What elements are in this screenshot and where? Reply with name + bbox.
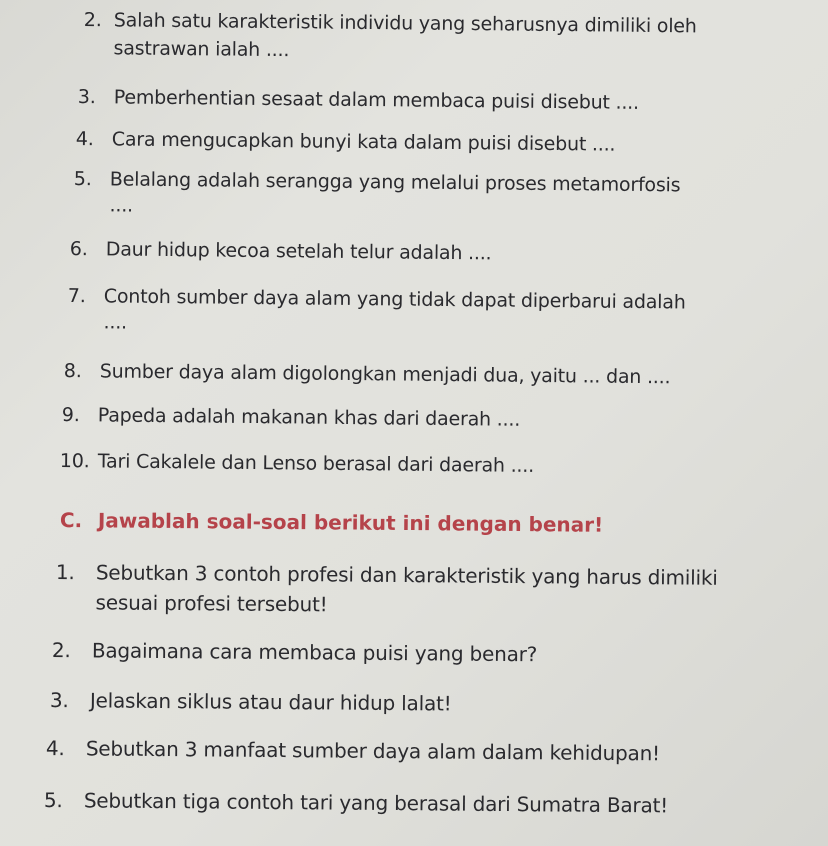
question-number: 6.: [69, 237, 88, 261]
question-text-continued: ....: [103, 311, 128, 334]
question-text: Sebutkan 3 contoh profesi dan karakteristik yang harus dimiliki: [95, 560, 718, 590]
question-text: Sumber daya alam digolongkan menjadi dua, yaitu ... dan ....: [99, 360, 671, 389]
question-text: Contoh sumber daya alam yang tidak dapat diperbarui adalah: [103, 285, 686, 314]
question-text-continued: ....: [109, 194, 134, 217]
question-number: 4.: [75, 127, 94, 151]
question-text-continued: sesuai profesi tersebut!: [95, 590, 328, 617]
question-text-continued: sastrawan ialah ....: [113, 37, 290, 62]
question-text: Tari Cakalele dan Lenso berasal dari daerah ....: [97, 450, 535, 477]
question-number: 3.: [77, 85, 96, 109]
question-text: Jelaskan siklus atau daur hidup lalat!: [89, 688, 452, 716]
question-number: 1.: [55, 559, 75, 585]
question-number: 5.: [73, 167, 92, 191]
section-title: Jawablah soal-soal berikut ini dengan benar!: [97, 508, 604, 537]
question-number: 3.: [49, 687, 69, 713]
question-number: 5.: [43, 787, 63, 813]
question-text: Salah satu karakteristik individu yang seharusnya dimiliki oleh: [113, 9, 697, 38]
section-letter: C.: [59, 507, 83, 533]
question-number: 9.: [61, 403, 80, 427]
question-text: Pemberhentian sesaat dalam membaca puisi disebut ....: [113, 86, 640, 114]
question-number: 8.: [63, 359, 82, 383]
question-text: Papeda adalah makanan khas dari daerah ....: [97, 404, 521, 431]
question-number: 4.: [45, 735, 65, 761]
question-number: 2.: [51, 637, 71, 663]
question-text: Belalang adalah serangga yang melalui proses metamorfosis: [109, 168, 681, 197]
question-text: Sebutkan 3 manfaat sumber daya alam dalam kehidupan!: [85, 736, 661, 766]
question-text: Daur hidup kecoa setelah telur adalah ....: [105, 238, 492, 265]
question-number: 7.: [67, 284, 86, 308]
question-text: Sebutkan tiga contoh tari yang berasal dari Sumatra Barat!: [83, 788, 669, 818]
question-number: 2.: [83, 8, 102, 32]
question-text: Cara mengucapkan bunyi kata dalam puisi disebut ....: [111, 128, 616, 156]
question-text: Bagaimana cara membaca puisi yang benar?: [91, 638, 538, 667]
question-number: 10.: [59, 449, 90, 473]
